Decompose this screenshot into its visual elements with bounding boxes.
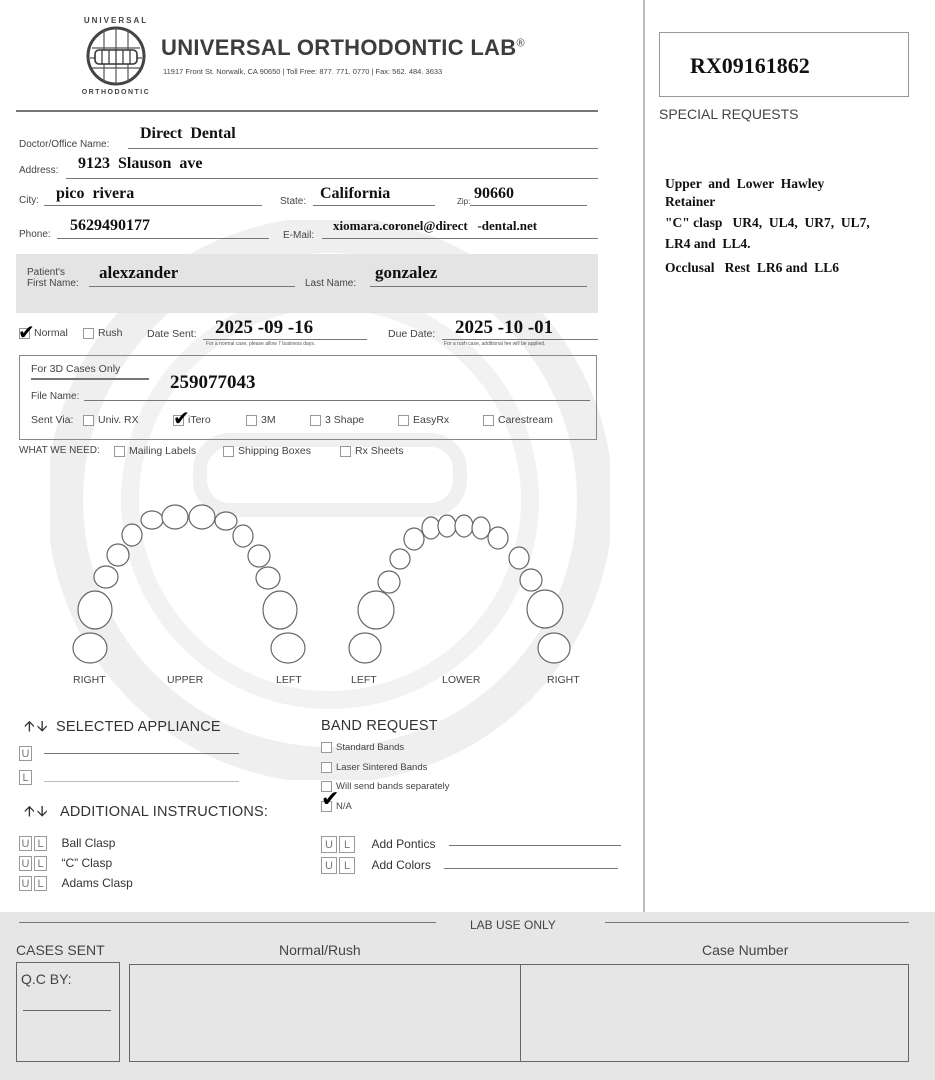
band-na-box[interactable] xyxy=(321,786,340,812)
tooth xyxy=(455,515,473,537)
file-name-line xyxy=(84,400,590,401)
zip-label: Zip: xyxy=(457,197,471,206)
qc-by-label: Q.C BY: xyxy=(21,971,72,987)
additional-instructions-title: ADDITIONAL INSTRUCTIONS: xyxy=(60,804,269,820)
lower-label: LOWER xyxy=(442,674,481,686)
tooth xyxy=(358,591,394,629)
date-sent-line xyxy=(203,339,367,340)
lab-name-text: UNIVERSAL ORTHODONTIC LAB xyxy=(161,35,517,60)
tooth xyxy=(248,545,270,567)
lower-left-label: LEFT xyxy=(351,674,377,686)
rx-number: RX09161862 xyxy=(690,53,810,78)
tooth xyxy=(78,591,112,629)
itero-box[interactable] xyxy=(173,407,190,430)
band-standard-box[interactable] xyxy=(321,742,332,753)
tooth xyxy=(271,633,305,663)
tooth xyxy=(520,569,542,591)
upper-label: UPPER xyxy=(167,674,204,686)
email-line xyxy=(322,238,598,239)
shipping-boxes-option[interactable] xyxy=(223,445,311,457)
upper-right-label: RIGHT xyxy=(73,674,106,686)
last-name-line xyxy=(370,286,587,287)
tooth xyxy=(73,633,107,663)
first-name-label-1: Patient's xyxy=(27,267,66,278)
address-line xyxy=(66,178,598,179)
mailing-labels-box[interactable] xyxy=(114,446,125,457)
sent-via-carestream[interactable] xyxy=(483,414,553,426)
tooth xyxy=(378,571,400,593)
upper-teeth-chart xyxy=(60,500,320,670)
3shape-label: 3 Shape xyxy=(325,414,365,426)
sent-via-itero[interactable] xyxy=(173,407,211,430)
add-pontics-row[interactable] xyxy=(321,835,436,853)
file-name-label: File Name: xyxy=(31,391,80,402)
address-field[interactable]: 9123 Slauson ave xyxy=(78,155,203,172)
column-divider xyxy=(643,0,645,912)
tooth xyxy=(215,512,237,530)
header-rule xyxy=(16,110,598,112)
special-request-line: Retainer xyxy=(665,194,716,209)
zip-field[interactable]: 90660 xyxy=(474,185,514,202)
case-3d-title-rule xyxy=(31,378,149,380)
date-sent-field[interactable]: 2025 -09 -16 xyxy=(215,317,314,338)
3shape-box[interactable] xyxy=(310,415,321,426)
band-laser-label: Laser Sintered Bands xyxy=(336,762,428,774)
normal-check-icon: ✔ xyxy=(18,321,35,344)
city-line xyxy=(44,205,262,206)
adams-clasp-label: Adams Clasp xyxy=(61,876,133,890)
add-colors-label: Add Colors xyxy=(371,858,431,872)
normal-box[interactable] xyxy=(18,321,35,344)
tooth xyxy=(94,566,118,588)
last-name-field[interactable]: gonzalez xyxy=(375,263,438,282)
tooth xyxy=(509,547,529,569)
band-standard-label: Standard Bands xyxy=(336,742,405,754)
band-laser-box[interactable] xyxy=(321,762,332,773)
qc-box[interactable] xyxy=(16,962,120,1062)
zip-line xyxy=(470,205,587,206)
band-laser-option[interactable] xyxy=(321,762,427,773)
rx-sheets-box[interactable] xyxy=(340,446,351,457)
univ-rx-label: Univ. RX xyxy=(98,414,139,426)
due-date-label: Due Date: xyxy=(388,328,436,340)
add-colors-row[interactable] xyxy=(321,856,431,874)
tooth xyxy=(189,505,215,529)
case-3d-title: For 3D Cases Only xyxy=(31,363,121,375)
appliance-lower-line[interactable] xyxy=(44,781,239,782)
logo-text-top: UNIVERSAL xyxy=(83,16,149,25)
rush-box[interactable] xyxy=(83,328,94,339)
special-request-line: Upper and Lower Hawley xyxy=(665,176,825,191)
ball-clasp-label: Ball Clasp xyxy=(61,836,116,850)
normal-rush-box[interactable] xyxy=(129,964,521,1062)
city-label: City: xyxy=(19,195,39,206)
arrow-down-icon: 🡫 xyxy=(36,718,48,735)
adams-clasp-row[interactable] xyxy=(19,874,133,892)
due-date-line xyxy=(442,339,598,340)
appliance-upper-line[interactable] xyxy=(44,753,239,754)
lab-logo xyxy=(76,14,156,96)
sent-via-3m[interactable] xyxy=(246,414,276,426)
univ-rx-box[interactable] xyxy=(83,415,94,426)
appliance-lower-row[interactable] xyxy=(19,768,34,786)
3m-label: 3M xyxy=(261,414,276,426)
add-pontics-u-box[interactable]: U xyxy=(321,836,337,853)
shipping-boxes-label: Shipping Boxes xyxy=(238,445,311,457)
easyrx-box[interactable] xyxy=(398,415,409,426)
arrow-down-icon: 🡫 xyxy=(36,803,48,820)
shipping-boxes-box[interactable] xyxy=(223,446,234,457)
carestream-box[interactable] xyxy=(483,415,494,426)
band-separate-option[interactable] xyxy=(321,781,450,792)
upper-left-label: LEFT xyxy=(276,674,302,686)
first-name-label xyxy=(27,267,79,289)
sent-via-univ-rx[interactable] xyxy=(83,414,139,426)
mailing-labels-label: Mailing Labels xyxy=(129,445,197,457)
adams-clasp-l-box[interactable]: L xyxy=(34,876,47,891)
tooth xyxy=(404,528,424,550)
easyrx-label: EasyRx xyxy=(413,414,450,426)
tooth xyxy=(141,511,163,529)
phone-label: Phone: xyxy=(19,229,51,240)
normal-rush-label: Normal/Rush xyxy=(279,942,361,958)
arrow-up-icon: 🡩 xyxy=(24,718,35,735)
c-clasp-u-box[interactable]: U xyxy=(19,856,32,871)
tooth xyxy=(538,633,570,663)
appliance-l-box[interactable]: L xyxy=(19,770,32,785)
rx-number-box xyxy=(659,32,909,97)
add-colors-u-box[interactable]: U xyxy=(321,857,337,874)
appliance-u-box[interactable]: U xyxy=(19,746,32,761)
tooth xyxy=(488,527,508,549)
tooth xyxy=(256,567,280,589)
special-request-line: "C" clasp UR4, UL4, UR7, UL7, xyxy=(665,215,870,230)
selected-appliance-title: SELECTED APPLIANCE xyxy=(56,719,221,735)
tooth xyxy=(527,590,563,628)
add-pontics-line[interactable] xyxy=(449,845,621,846)
email-field[interactable]: xiomara.coronel@direct -dental.net xyxy=(333,218,538,233)
add-colors-line[interactable] xyxy=(444,868,618,869)
rush-checkbox[interactable] xyxy=(83,327,123,339)
due-date-field[interactable]: 2025 -10 -01 xyxy=(455,317,554,338)
address-label: Address: xyxy=(19,165,59,176)
itero-check-icon: ✔ xyxy=(173,407,190,430)
lab-use-title: LAB USE ONLY xyxy=(470,918,556,932)
last-name-label: Last Name: xyxy=(305,278,357,289)
add-pontics-label: Add Pontics xyxy=(371,837,436,851)
lab-use-rule-right xyxy=(605,922,909,923)
first-name-line xyxy=(89,286,295,287)
first-name-label-2: First Name: xyxy=(27,278,79,289)
tooth xyxy=(438,515,456,537)
appliance-upper-row[interactable] xyxy=(19,744,34,762)
selected-appliance-header xyxy=(24,716,221,741)
c-clasp-l-box[interactable]: L xyxy=(34,856,47,871)
ball-clasp-l-box[interactable]: L xyxy=(34,836,47,851)
rush-label: Rush xyxy=(98,327,123,339)
special-request-line: LR4 and LL4. xyxy=(665,236,751,251)
special-request-line: Occlusal Rest LR6 and LL6 xyxy=(665,260,840,275)
tooth xyxy=(107,544,129,566)
rx-sheets-label: Rx Sheets xyxy=(355,445,404,457)
carestream-label: Carestream xyxy=(498,414,553,426)
case-number-label: Case Number xyxy=(702,942,789,958)
sent-via-easyrx[interactable] xyxy=(398,414,449,426)
normal-checkbox[interactable] xyxy=(18,321,68,344)
sent-via-3shape[interactable] xyxy=(310,414,364,426)
additional-instructions-header xyxy=(24,801,268,826)
office-line xyxy=(128,148,598,149)
first-name-field[interactable]: alexzander xyxy=(99,263,179,282)
band-na-option[interactable] xyxy=(321,786,352,813)
tooth xyxy=(422,517,440,539)
logo-text-bottom: ORTHODONTIC xyxy=(81,89,151,96)
tooth xyxy=(263,591,297,629)
date-sent-label: Date Sent: xyxy=(147,328,197,340)
lab-use-rule-left xyxy=(19,922,436,923)
date-sent-note: For a normal case, please allow 7 business days. xyxy=(206,341,316,347)
special-requests-body xyxy=(665,172,915,280)
add-pontics-l-box[interactable]: L xyxy=(339,836,355,853)
office-label: Doctor/Office Name: xyxy=(19,139,110,150)
arrow-up-icon: 🡩 xyxy=(24,803,35,820)
rx-sheets-option[interactable] xyxy=(340,445,403,457)
state-field[interactable]: California xyxy=(320,185,391,202)
due-date-note: For a rush case, additional fee will be applied. xyxy=(444,341,546,347)
tooth xyxy=(162,505,188,529)
3m-box[interactable] xyxy=(246,415,257,426)
lab-address: 11917 Front St. Norwalk, CA 90650 | Toll Free: 877. 771. 0770 | Fax: 562. 484. 3633 xyxy=(163,67,443,76)
cases-sent-label: CASES SENT xyxy=(16,942,105,958)
phone-line xyxy=(57,238,269,239)
tooth xyxy=(390,549,410,569)
lower-teeth-chart xyxy=(343,510,583,670)
band-na-label: N/A xyxy=(336,801,352,813)
band-request-title: BAND REQUEST xyxy=(321,718,438,734)
email-label: E-Mail: xyxy=(283,230,315,241)
tooth xyxy=(349,633,381,663)
sent-via-label: Sent Via: xyxy=(31,414,74,426)
itero-label: iTero xyxy=(188,414,211,426)
lab-name xyxy=(161,35,525,61)
tooth xyxy=(472,517,490,539)
qc-by-line[interactable] xyxy=(23,1010,111,1011)
what-we-need-label: WHAT WE NEED: xyxy=(19,445,100,456)
ball-clasp-u-box[interactable]: U xyxy=(19,836,32,851)
phone-field[interactable]: 5629490177 xyxy=(70,217,150,234)
tooth xyxy=(122,524,142,546)
band-na-check-icon: ✔ xyxy=(321,786,340,811)
tooth xyxy=(233,525,253,547)
adams-clasp-u-box[interactable]: U xyxy=(19,876,32,891)
file-name-field[interactable]: 259077043 xyxy=(170,372,256,393)
lower-right-label: RIGHT xyxy=(547,674,580,686)
ball-clasp-row[interactable] xyxy=(19,834,115,852)
office-field[interactable]: Direct Dental xyxy=(140,125,236,142)
state-line xyxy=(313,205,435,206)
add-colors-l-box[interactable]: L xyxy=(339,857,355,874)
registered-mark: ® xyxy=(516,37,525,50)
band-separate-label: Will send bands separately xyxy=(336,781,450,793)
band-standard-option[interactable] xyxy=(321,742,404,753)
special-requests-title: SPECIAL REQUESTS xyxy=(659,106,799,122)
mailing-labels-option[interactable] xyxy=(114,445,196,457)
state-label: State: xyxy=(280,196,307,207)
c-clasp-row[interactable] xyxy=(19,854,112,872)
city-field[interactable]: pico rivera xyxy=(56,185,135,202)
case-number-box[interactable] xyxy=(520,964,909,1062)
normal-label: Normal xyxy=(34,327,68,339)
c-clasp-label: “C” Clasp xyxy=(61,856,113,870)
